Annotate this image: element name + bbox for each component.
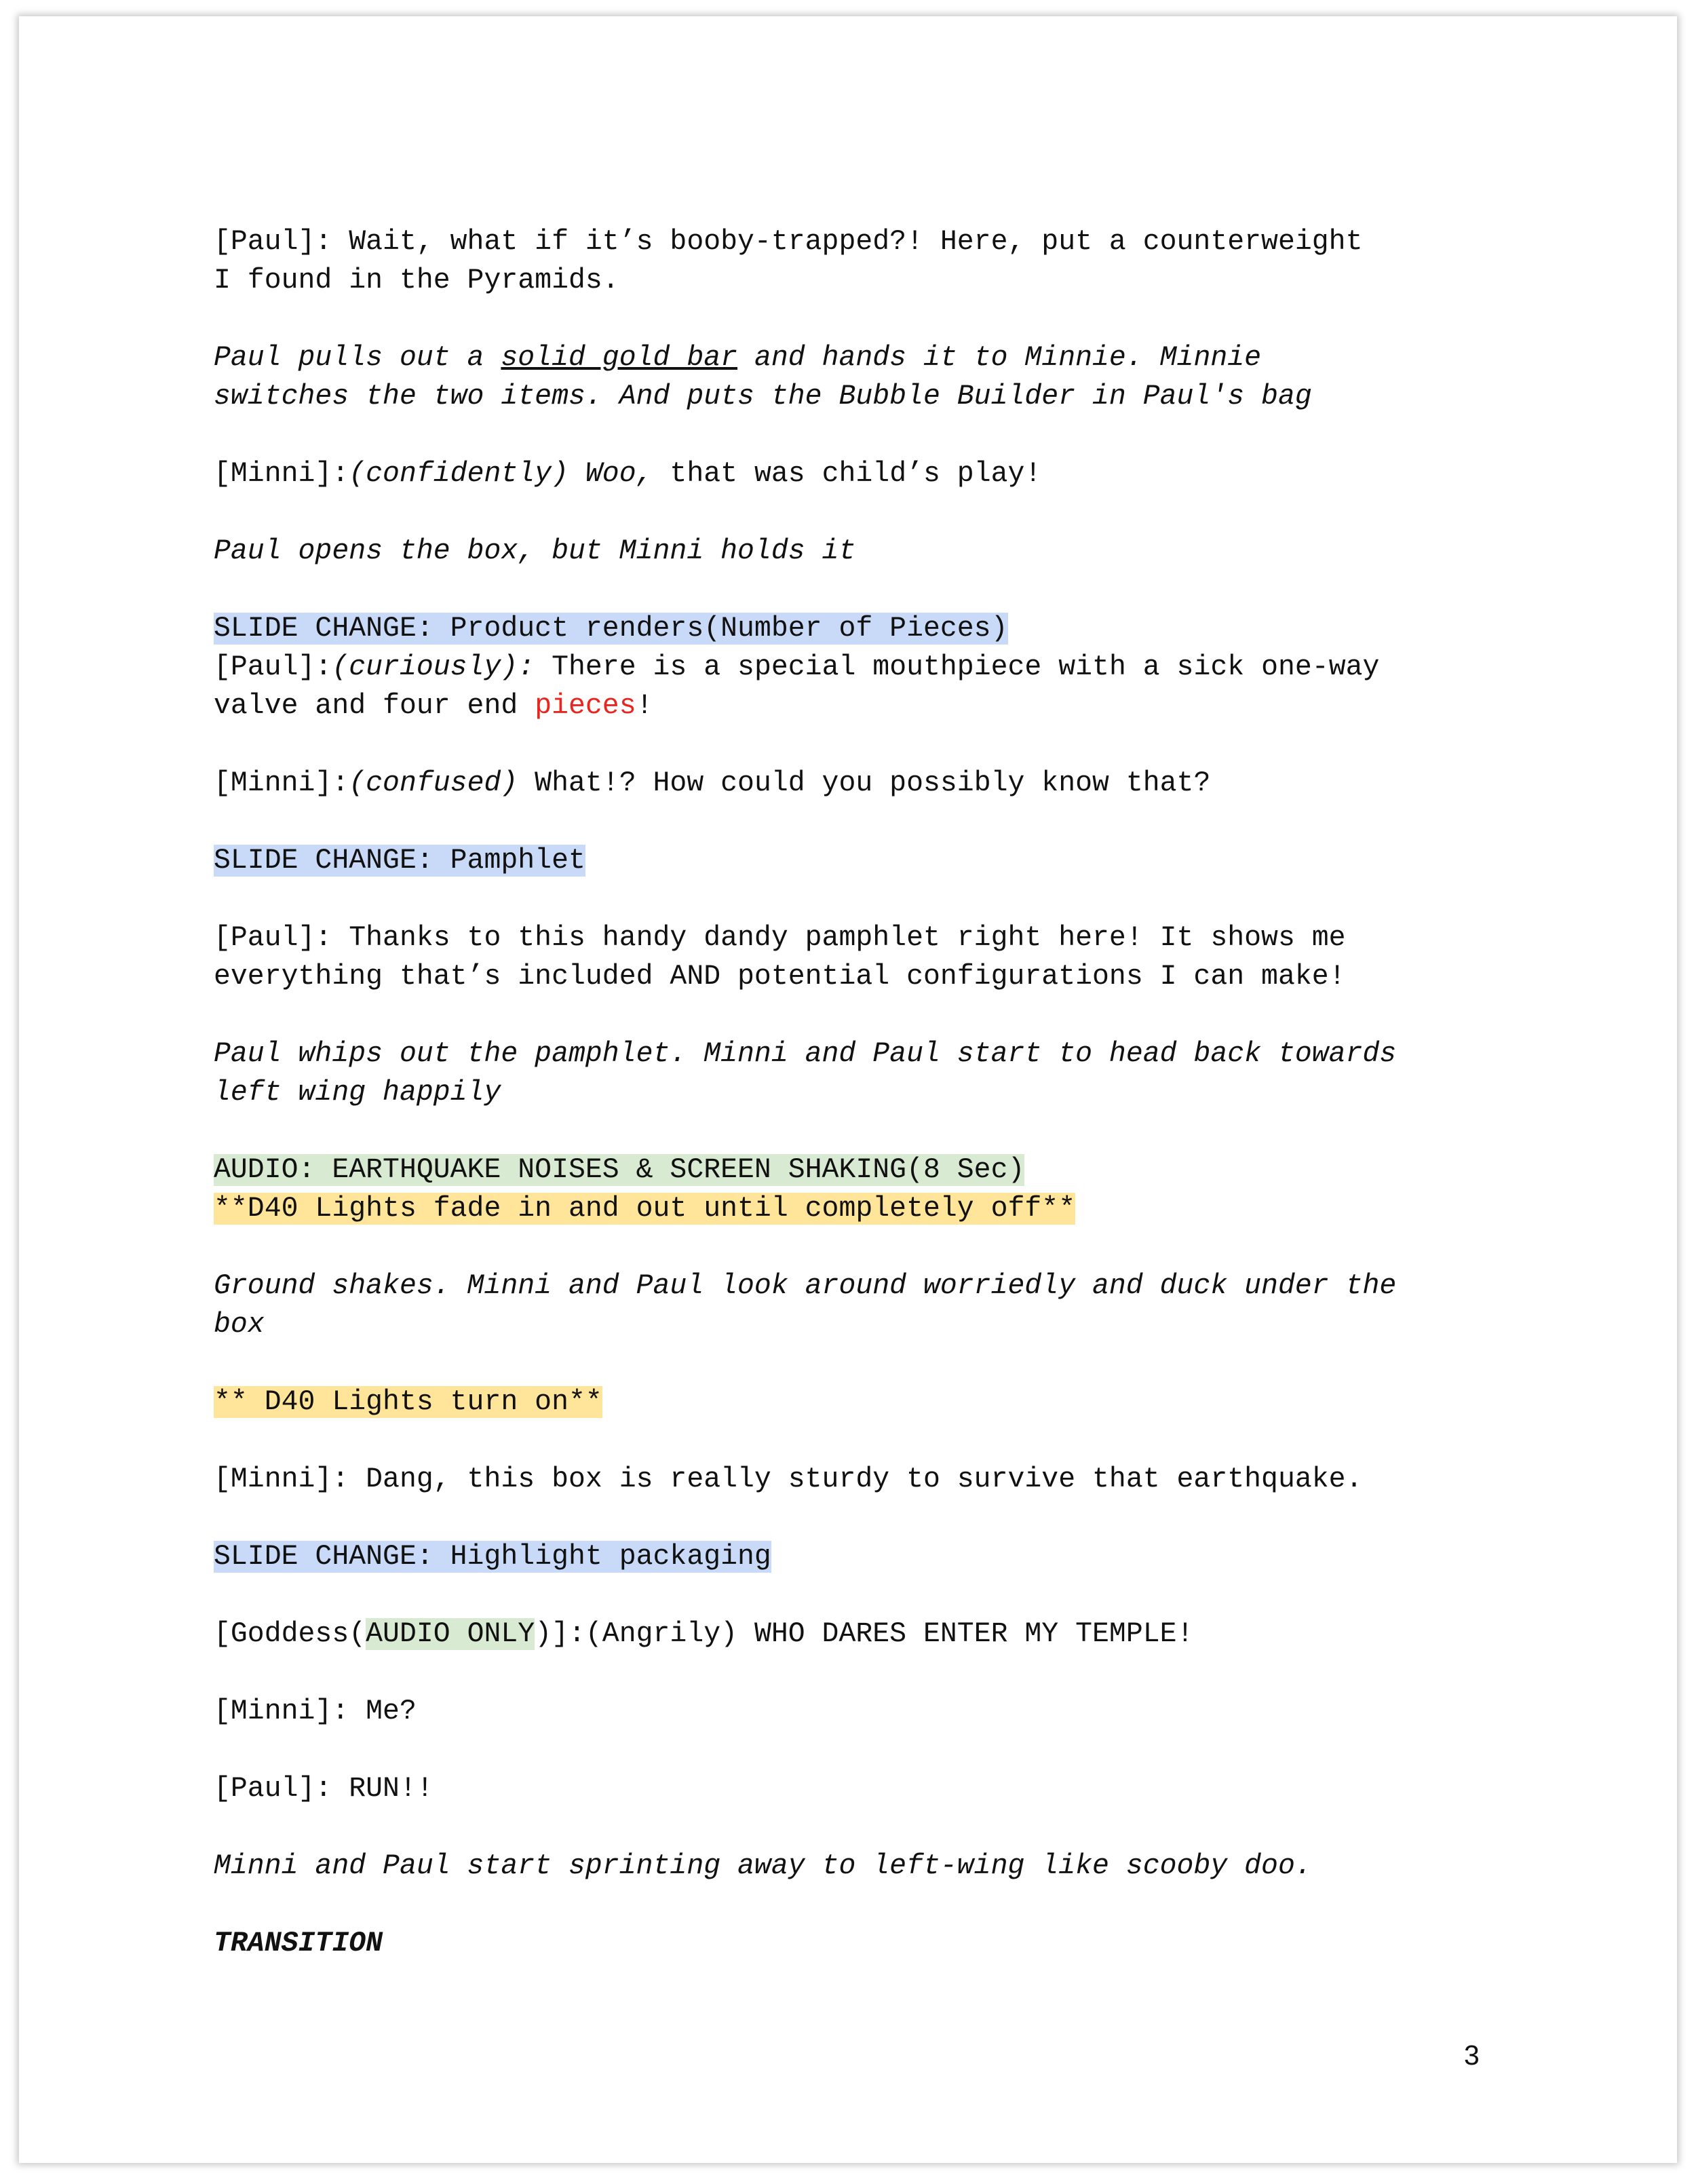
- lighting-cue-on: ** D40 Lights turn on**: [214, 1386, 602, 1418]
- dialogue-paul-mouthpiece: [Paul]:(curiously): There is a special mouthpiece with a sick one-way valve and four end pieces!: [214, 651, 1380, 722]
- slide-change-product-renders: SLIDE CHANGE: Product renders(Number of Pieces): [214, 613, 1008, 645]
- action-ground-shakes: Ground shakes. Minni and Paul look around worriedly and duck under the box: [214, 1270, 1397, 1341]
- dialogue-paul-booby-trap: [Paul]: Wait, what if it’s booby-trapped?! Here, put a counterweight I found in the Pyramids.: [214, 226, 1363, 296]
- dialogue-goddess: [Goddess(AUDIO ONLY)]:(Angrily) WHO DARES ENTER MY TEMPLE!: [214, 1618, 1194, 1650]
- action-sprinting: Minni and Paul start sprinting away to left-wing like scooby doo.: [214, 1850, 1312, 1882]
- dialogue-minni-sturdy: [Minni]: Dang, this box is really sturdy to survive that earthquake.: [214, 1463, 1363, 1495]
- action-gold-bar: Paul pulls out a solid gold bar and hands it to Minnie. Minnie switches the two items. And puts the Bubble Builder in Paul's bag: [214, 342, 1312, 413]
- transition-heading: TRANSITION: [214, 1928, 383, 1959]
- dialogue-minni-confused: [Minni]:(confused) What!? How could you possibly know that?: [214, 767, 1211, 799]
- dialogue-minni-childs-play: [Minni]:(confidently) Woo, that was child’s play!: [214, 458, 1042, 490]
- dialogue-minni-me: [Minni]: Me?: [214, 1696, 417, 1727]
- page-number: 3: [1464, 2039, 1480, 2071]
- action-opens-box: Paul opens the box, but Minni holds it: [214, 535, 856, 567]
- lighting-cue-fade: **D40 Lights fade in and out until completely off**: [214, 1193, 1076, 1225]
- document-page: [19, 16, 1677, 2163]
- pieces-red-text: pieces: [535, 690, 636, 722]
- dialogue-paul-pamphlet: [Paul]: Thanks to this handy dandy pamphlet right here! It shows me everything that’s included AND potential configurations I can make!: [214, 922, 1346, 993]
- gold-bar-underlined: solid gold bar: [501, 342, 738, 374]
- dialogue-paul-run: [Paul]: RUN!!: [214, 1773, 433, 1805]
- audio-cue-earthquake: AUDIO: EARTHQUAKE NOISES & SCREEN SHAKING(8 Sec): [214, 1154, 1025, 1186]
- action-whips-out: Paul whips out the pamphlet. Minni and Paul start to head back towards left wing happily: [214, 1038, 1397, 1109]
- slide-change-pamphlet: SLIDE CHANGE: Pamphlet: [214, 845, 585, 877]
- slide-change-packaging: SLIDE CHANGE: Highlight packaging: [214, 1541, 771, 1573]
- script-body: [214, 223, 1516, 2001]
- audio-only-tag: AUDIO ONLY: [366, 1618, 535, 1650]
